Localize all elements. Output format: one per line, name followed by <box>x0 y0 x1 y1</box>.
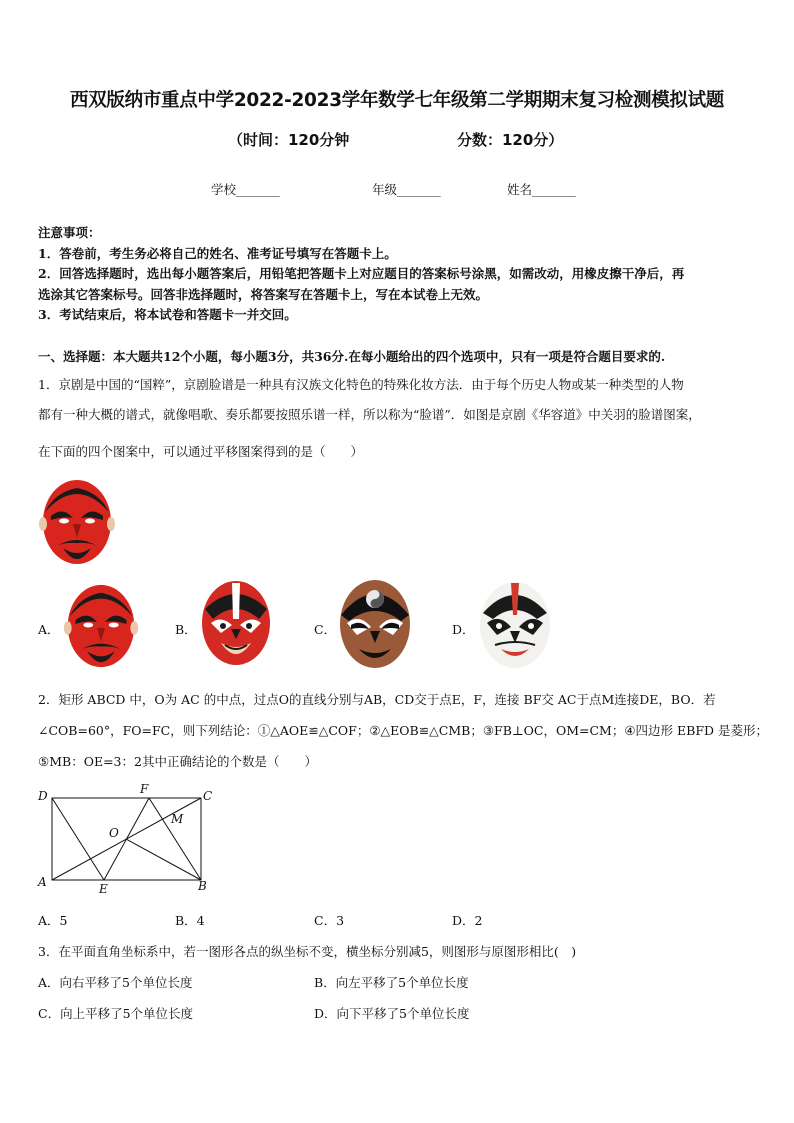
figure-label-f: F <box>140 782 149 796</box>
exam-title: 西双版纳市重点中学2022-2023学年数学七年级第二学期期末复习检测模拟试题 <box>70 90 724 111</box>
note-item: 3．考试结束后，将本试卷和答题卡一并交回。 <box>38 307 297 322</box>
q3-option-a: A．向右平移了5个单位长度 <box>38 975 193 990</box>
exam-score: 分数：120分） <box>457 131 564 149</box>
q1-option-b-label: B． <box>175 622 197 637</box>
figure-label-e: E <box>99 882 108 894</box>
option-b-mask-image <box>199 579 273 669</box>
option-a-mask-image <box>60 581 142 671</box>
figure-label-c: C <box>203 789 213 803</box>
q1-line: 1．京剧是中国的“国粹”，京剧脸谱是一种具有汉族文化特色的特殊化妆方法．由于每个历史人物或某一种类型的人物 <box>38 377 684 392</box>
notes-heading: 注意事项： <box>38 225 101 240</box>
note-item: 1．答卷前，考生务必将自己的姓名、准考证号填写在答题卡上。 <box>38 245 397 261</box>
option-d-mask-image <box>477 579 553 671</box>
grade-field: 年级_______ <box>372 182 441 197</box>
option-c-mask-image <box>337 577 413 671</box>
q2-option-d: D．2 <box>452 913 483 928</box>
q3-option-b: B．向左平移了5个单位长度 <box>314 975 469 990</box>
school-field: 学校_______ <box>211 182 280 197</box>
q2-line: ∠COB=60°，FO=FC，则下列结论：①△AOE≌△COF；②△EOB≌△CMB；③FB⊥OC，OM=CM；④四边形 EBFD 是菱形； <box>38 723 769 738</box>
exam-time: （时间：120分钟 <box>228 131 350 149</box>
exam-subtitle <box>0 129 794 151</box>
q2-line: 2．矩形 ABCD 中，O为 AC 的中点，过点O的直线分别与AB，CD交于点E，F，连接 BF交 AC于点M连接DE，BO．若 <box>38 692 716 707</box>
figure-label-b: B <box>198 879 207 893</box>
note-item: 选涂其它答案标号。回答非选择题时，将答案写在答题卡上，写在本试卷上无效。 <box>38 286 489 302</box>
figure-label-o: O <box>109 826 119 840</box>
q2-option-a: A．5 <box>38 913 68 928</box>
q1-line: 都有一种大概的谱式，就像唱歌、奏乐都要按照乐谱一样，所以称为“脸谱”．如图是京剧《华容道》中关羽的脸谱图案， <box>38 407 701 422</box>
note-item: 2．回答选择题时，选出每小题答案后，用铅笔把答题卡上对应题目的答案标号涂黑，如需改动，用橡皮擦干净后，再 <box>38 266 685 281</box>
notes-block <box>38 223 763 326</box>
rectangle-geometry-figure <box>36 782 226 894</box>
name-field: 姓名_______ <box>507 182 576 197</box>
q2-option-c: C．3 <box>314 913 345 928</box>
guanyu-mask-image <box>37 476 117 568</box>
q2-line: ⑤MB：OE=3：2其中正确结论的个数是（ ） <box>38 754 317 769</box>
figure-label-m: M <box>171 812 184 826</box>
q1-option-d-label: D． <box>452 622 475 637</box>
q3-stem: 3．在平面直角坐标系中，若一图形各点的纵坐标不变，横坐标分别减5，则图形与原图形相比( ) <box>38 944 577 959</box>
student-info-fields <box>0 180 794 200</box>
q1-option-c-label: C． <box>314 622 337 637</box>
q1-option-a-label: A． <box>38 622 60 637</box>
figure-label-a: A <box>38 875 47 889</box>
section-heading: 一、选择题：本大题共12个小题，每小题3分，共36分.在每小题给出的四个选项中，只有一项是符合题目要求的. <box>38 349 666 364</box>
q1-line: 在下面的四个图案中，可以通过平移图案得到的是（ ） <box>38 444 364 459</box>
q3-option-d: D．向下平移了5个单位长度 <box>314 1006 470 1021</box>
figure-label-d: D <box>38 789 48 803</box>
q3-option-c: C．向上平移了5个单位长度 <box>38 1006 194 1021</box>
q2-option-b: B．4 <box>175 913 205 928</box>
